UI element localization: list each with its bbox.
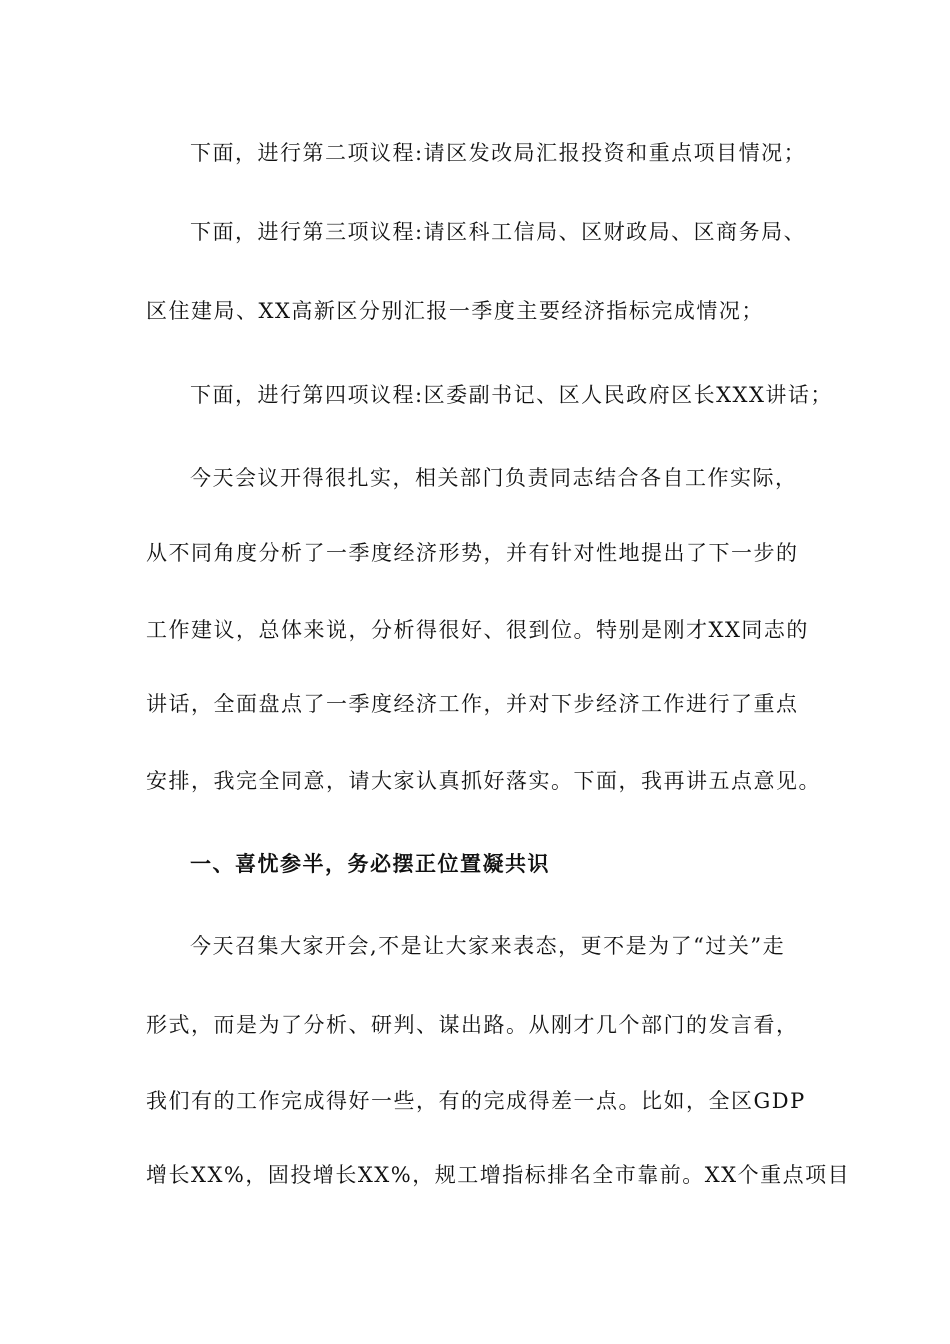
paragraph-2-line-4: 增长XX%，固投增长XX%，规工增指标排名全市靠前。XX个重点项目 bbox=[146, 1163, 851, 1187]
paragraph-1-line-5: 安排，我完全同意，请大家认真抓好落实。下面，我再讲五点意见。 bbox=[146, 769, 821, 793]
section-heading-1: 一、喜忧参半，务必摆正位置凝共识 bbox=[190, 852, 550, 876]
paragraph-1-line-1: 今天会议开得很扎实，相关部门负责同志结合各自工作实际， bbox=[190, 466, 798, 490]
agenda-item-3-line-2: 区住建局、XX高新区分别汇报一季度主要经济指标完成情况； bbox=[146, 299, 764, 323]
paragraph-1-line-3: 工作建议，总体来说，分析得很好、很到位。特别是刚才XX同志的 bbox=[146, 618, 809, 642]
agenda-item-4: 下面，进行第四项议程:区委副书记、区人民政府区长XXX讲话； bbox=[190, 383, 833, 407]
agenda-item-3-line-1: 下面，进行第三项议程:请区科工信局、区财政局、区商务局、 bbox=[190, 220, 807, 244]
paragraph-1-line-4: 讲话，全面盘点了一季度经济工作，并对下步经济工作进行了重点 bbox=[146, 692, 799, 716]
paragraph-2-line-1: 今天召集大家开会,不是让大家来表态，更不是为了“过关”走 bbox=[190, 934, 786, 958]
paragraph-2-line-3: 我们有的工作完成得好一些，有的完成得差一点。比如，全区GDP bbox=[146, 1089, 806, 1113]
paragraph-2-line-2: 形式，而是为了分析、研判、谋出路。从刚才几个部门的发言看， bbox=[146, 1013, 799, 1037]
agenda-item-2: 下面，进行第二项议程:请区发改局汇报投资和重点项目情况； bbox=[190, 141, 807, 165]
paragraph-1-line-2: 从不同角度分析了一季度经济形势，并有针对性地提出了下一步的 bbox=[146, 541, 799, 565]
